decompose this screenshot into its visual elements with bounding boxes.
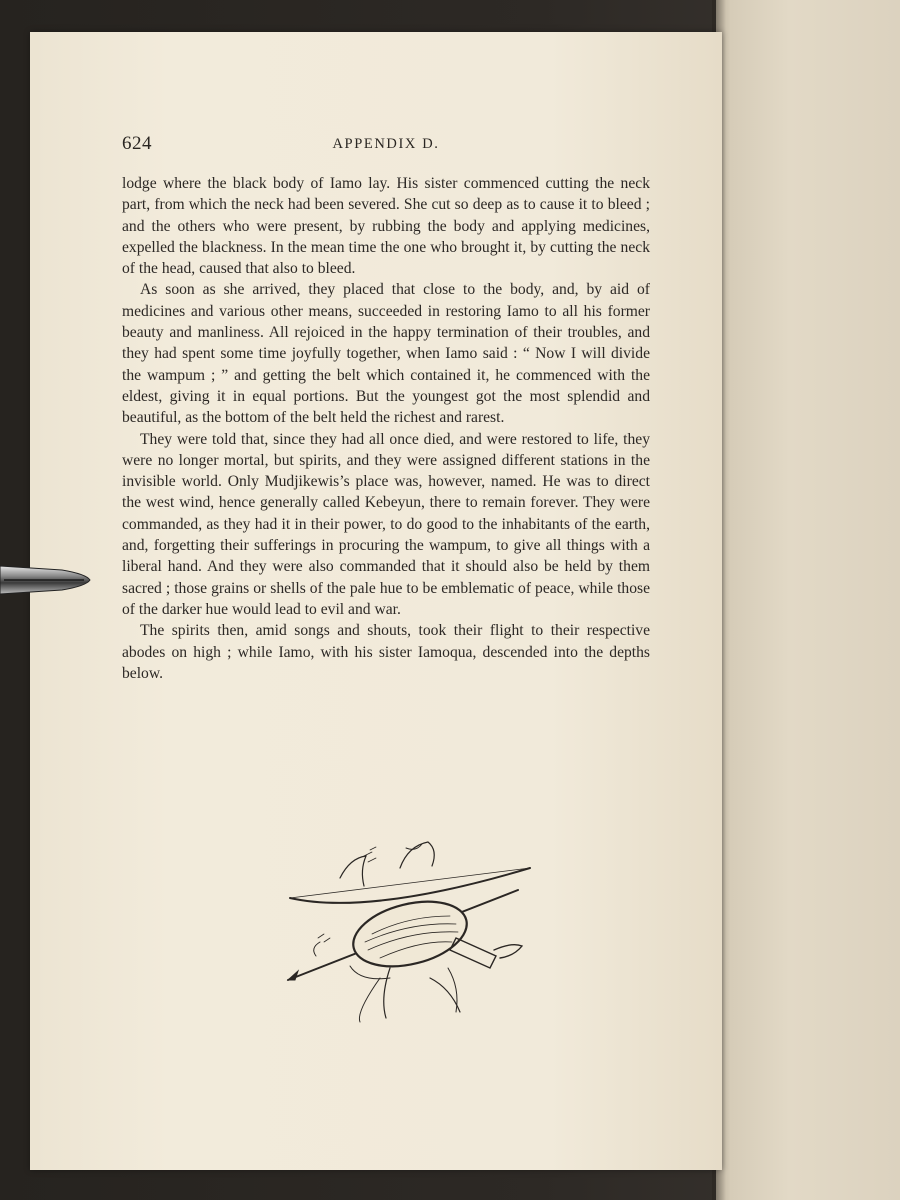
paragraph-2: As soon as she arrived, they placed that close to the body, and, by aid of medicines and various other means, succeeded in restoring Iamo to all his former beauty and manliness. All rejoiced in the happy termination of their troubles, and they had spent some time joyfully together, when Iamo said : “ Now I will divide the wampum ; ” and getting the belt which contained it, he commenced with the eldest, giving it in equal portions. But the youngest got the most splendid and beautiful, as the bottom of the belt held the richest and rarest. xyxy=(122,281,650,427)
tailpiece-vignette-illustration xyxy=(280,838,540,1028)
paragraph-1: lodge where the black body of Iamo lay. His sister commenced cutting the neck part, from which the neck had been severed. She cut so deep as to cause it to bleed ; and the others who were present, by rubbing the body and applying medicines, expelled the blackness. In the mean time the one who brought it, by cutting the neck of the head, caused that also to bleed. xyxy=(122,175,650,278)
running-title: APPENDIX D. xyxy=(332,136,440,152)
body-text xyxy=(122,173,650,684)
paragraph-3: They were told that, since they had all once died, and were restored to life, they were no longer mortal, but spirits, and they were assigned different stations in the invisible world. Only Mudjikewis’s place was, however, named. He was to direct the west wind, hence generally called Kebeyun, there to remain forever. They were commanded, as they had it in their power, to do good to the inhabitants of the earth, and, forgetting their sufferings in procuring the wampum, to give all things with a liberal hand. And they were also commanded that it should also be held by them sacred ; those grains or shells of the pale hue to be emblematic of peace, while those of the darker hue would lead to evil and war. xyxy=(122,430,650,618)
facing-page-edge xyxy=(716,0,900,1200)
page-number: 624 xyxy=(122,133,152,154)
running-head xyxy=(122,133,650,157)
paragraph-4: The spirits then, amid songs and shouts, took their flight to their respective abodes on high ; while Iamo, with his sister Iamoqua, descended into the depths below. xyxy=(122,622,650,682)
page-marker-clip-icon xyxy=(0,560,92,600)
